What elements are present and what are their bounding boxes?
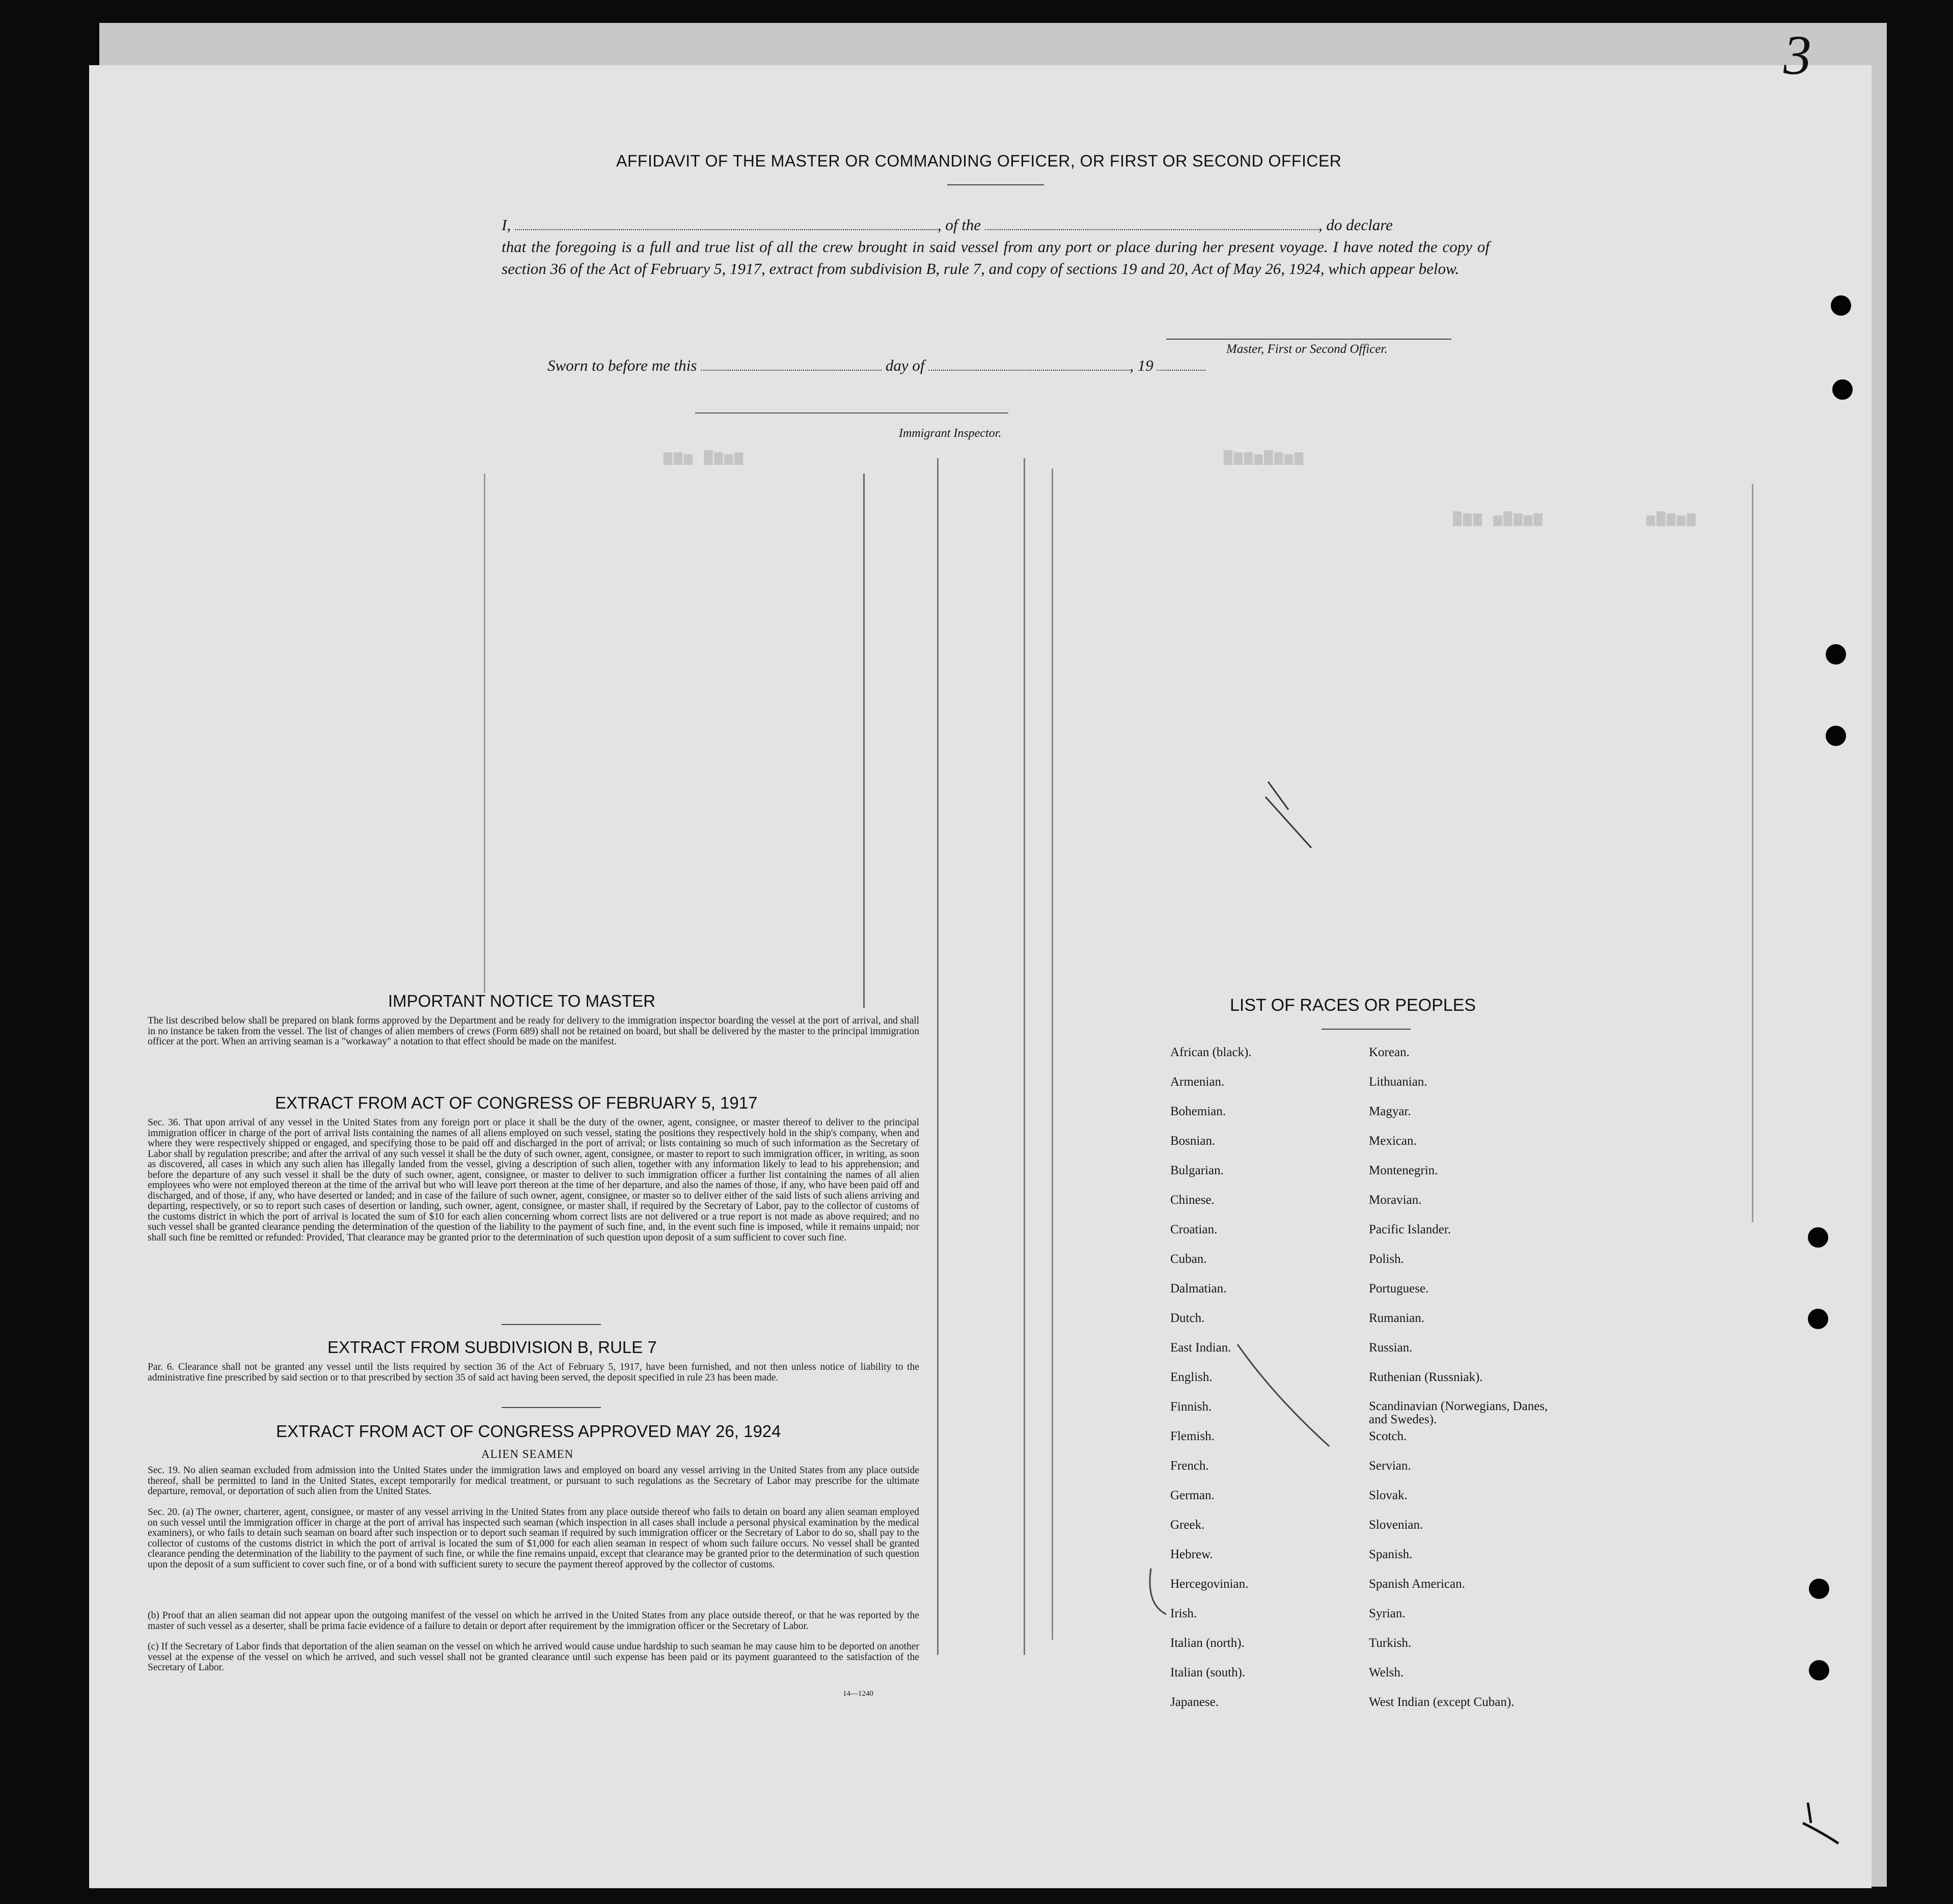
race-item: Chinese. — [1170, 1193, 1215, 1207]
race-item: Greek. — [1170, 1518, 1205, 1532]
race-item: English. — [1170, 1370, 1213, 1384]
race-item: Polish. — [1369, 1252, 1404, 1266]
race-item: French. — [1170, 1459, 1209, 1473]
race-item: Russian. — [1369, 1341, 1413, 1355]
extract-1917-title: EXTRACT FROM ACT OF CONGRESS OF FEBRUARY 5, 1917 — [275, 1093, 758, 1112]
race-item: Magyar. — [1369, 1105, 1411, 1118]
affidavit-text: , of the — [937, 216, 981, 234]
race-item: Syrian. — [1369, 1607, 1406, 1620]
race-item: Rumanian. — [1369, 1311, 1425, 1325]
race-item: Montenegrin. — [1369, 1164, 1438, 1177]
race-item: Finnish. — [1170, 1400, 1212, 1414]
extract-1924-title: EXTRACT FROM ACT OF CONGRESS APPROVED MAY 26, 1924 — [276, 1422, 781, 1441]
race-item: Turkish. — [1369, 1636, 1412, 1650]
bleed-through-text: ▆▅▆▇▅ — [1645, 511, 1696, 527]
alien-seamen-subtitle: ALIEN SEAMEN — [481, 1448, 574, 1460]
pen-stroke — [1803, 1823, 1838, 1843]
sworn-text: day of — [885, 356, 925, 374]
race-item: Spanish American. — [1369, 1577, 1465, 1591]
race-item: Portuguese. — [1369, 1282, 1429, 1295]
race-item: Scotch. — [1369, 1429, 1407, 1443]
race-item: African (black). — [1170, 1045, 1252, 1059]
race-item: Moravian. — [1369, 1193, 1422, 1207]
race-item: Bulgarian. — [1170, 1164, 1224, 1177]
races-title: LIST OF RACES OR PEOPLES — [1230, 996, 1476, 1015]
inspector-caption: Immigrant Inspector. — [899, 427, 1002, 440]
race-item: Croatian. — [1170, 1223, 1218, 1236]
signature-caption: Master, First or Second Officer. — [1226, 342, 1388, 356]
pen-stroke — [1268, 782, 1288, 810]
race-item: Scandinavian (Norwegians, Danes, and Swedes). — [1369, 1399, 1548, 1426]
page-mark: 3 — [1783, 24, 1811, 86]
extract-1924-sec20b: (b) Proof that an alien seaman did not appear upon the outgoing manifest of the vessel on which he arrived in the United States from any place outside thereof, or that he was reported by the master of such vessel as a deserter, shall be prima facie evidence of a failure to detain or deport after requirement by the immigration officer or the Secretary of Labor. — [148, 1610, 919, 1632]
race-item: Pacific Islander. — [1369, 1223, 1451, 1236]
bleed-through-text: ▆▅▆▇ ▅▆▆ — [662, 450, 743, 466]
race-item: Slovenian. — [1369, 1518, 1423, 1532]
race-item: Japanese. — [1170, 1695, 1219, 1709]
race-item: Ruthenian (Russniak). — [1369, 1370, 1483, 1384]
race-item: Hercegovinian. — [1170, 1577, 1249, 1591]
race-item: Mexican. — [1369, 1134, 1417, 1148]
affidavit-title: AFFIDAVIT OF THE MASTER OR COMMANDING OFFICER, OR FIRST OR SECOND OFFICER — [616, 152, 1342, 170]
pen-stroke — [1150, 1568, 1166, 1614]
form-number: 14—1240 — [843, 1690, 873, 1698]
sworn-text: Sworn to before me this — [547, 356, 697, 374]
race-item: Armenian. — [1170, 1075, 1225, 1089]
race-item: Flemish. — [1170, 1429, 1215, 1443]
affidavit-paragraph: that the foregoing is a full and true list of all the crew brought in said vessel from any port or place during her present voyage. I have noted the copy of section 36 of the Act of February 5, 1917, extract from subdivision B, rule 7, and copy of sections 19 and 20, Act of May 26, 1924, which appear below. — [502, 238, 1490, 278]
race-item: East Indian. — [1170, 1341, 1231, 1355]
pen-stroke — [1266, 797, 1311, 848]
race-item: Servian. — [1369, 1459, 1411, 1473]
race-item: German. — [1170, 1488, 1215, 1502]
race-item: Spanish. — [1369, 1548, 1413, 1561]
pen-stroke — [1237, 1344, 1329, 1446]
race-item: Italian (north). — [1170, 1636, 1245, 1650]
race-item: Cuban. — [1170, 1252, 1207, 1266]
bleed-through-text: ▆▅▆▇▅ ▆▆▇ — [1451, 511, 1543, 527]
extract-1917-text: Sec. 36. That upon arrival of any vessel in the United States from any foreign port or place it shall be the duty of the owner, agent, consignee, or master thereof to deliver to the principal immigration officer in charge of the port of arrival lists containing the names of all aliens employed on such vessel, stating the positions they respectively hold in the ship's company, when and where they were respectively shipped or engaged, and specifying those to be paid off and discharged in the port of arrival; or lists containing so much of such information as the Secretary of Labor shall by regulation prescribe; and after the arrival of any such vessel it shall be the duty of such owner, agent, consignee, or master to report to such immigration officer, in writing, as soon as discovered, all cases in which any such alien has illegally landed from the vessel, giving a description of such alien, together with any information likely to lead to his apprehension; and before the departure of any such vessel it shall be the duty of such owner, agent, consignee, or master to deliver to such immigration officer a further list containing the names of all alien employees who were not employed thereon at the time of the arrival but who will leave port thereon at the time of her departure, and also the names of those, if any, who have been paid off and discharged, and of those, if any, who have deserted or landed; and in case of the failure of such owner, agent, consignee, or master so to deliver either of the said lists of such aliens arriving and departing, respectively, or so to report such cases of desertion or landing, such owner, agent, consignee, or master shall, if required by the Secretary of Labor, pay to the collector of customs of the customs district in which the port of arrival is located the sum of $10 for each alien concerning whom correct lists are not delivered or a true report is not made as above required; and no such vessel shall be granted clearance pending the determination of the question of the liability to the payment of such fine, and, in the event such fine is imposed, while it remains unpaid; nor shall such fine be remitted or refunded: Provided, That clearance may be granted prior to the determination of such question upon deposit of a sum sufficient to cover such fine. — [148, 1117, 919, 1243]
extract-rule7-text: Par. 6. Clearance shall not be granted any vessel until the lists required by section 36 of the Act of February 5, 1917, have been furnished, and not then unless notice of liability to the administrative fine prescribed by said section or to that prescribed by section 35 of said act having been served, the deposit specified in rule 23 has been made. — [148, 1362, 919, 1383]
race-item: Bohemian. — [1170, 1105, 1226, 1118]
bleed-through-text: ▆▅▆▇▅▆▆▇ — [1222, 450, 1303, 466]
affidavit-text: I, — [502, 216, 511, 234]
affidavit-text: , do declare — [1318, 216, 1393, 234]
race-item: Dalmatian. — [1170, 1282, 1227, 1295]
extract-1924-sec19: Sec. 19. No alien seaman excluded from admission into the United States under the immigration laws and employed on board any vessel arriving in the United States from any place outside thereof, shall be permitted to land in the United States, except temporarily for medical treatment, or pursuant to such regulations as the Secretary of Labor may prescribe for the ultimate departure, removal, or deportation of such alien from the United States. — [148, 1465, 919, 1497]
race-item: Slovak. — [1369, 1488, 1408, 1502]
race-item: Welsh. — [1369, 1666, 1404, 1679]
race-item: Dutch. — [1170, 1311, 1205, 1325]
pen-stroke — [1808, 1803, 1811, 1823]
race-item: Lithuanian. — [1369, 1075, 1427, 1089]
notice-title: IMPORTANT NOTICE TO MASTER — [388, 991, 656, 1010]
extract-rule7-title: EXTRACT FROM SUBDIVISION B, RULE 7 — [327, 1338, 657, 1357]
race-item: Korean. — [1369, 1045, 1410, 1059]
notice-text: The list described below shall be prepared on blank forms approved by the Department and be ready for delivery to the immigration inspector boarding the vessel at the port of arrival, and shall in no instance be taken from the vessel. The list of changes of alien members of crews (Form 689) shall not be retained on board, but shall be delivered by the master to the principal immigration officer at the port. When an arriving seaman is a "workaway" a notation to that effect should be made on the manifest. — [148, 1015, 919, 1047]
extract-1924-sec20c: (c) If the Secretary of Labor finds that deportation of the alien seaman on the vessel on which he arrived would cause undue hardship to such seaman he may cause him to be deported on another vessel at the expense of the vessel on which he arrived, and such vessel shall not be granted clearance until such expense has been paid or its payment guaranteed to the satisfaction of the Secretary of Labor. — [148, 1641, 919, 1673]
race-item: Bosnian. — [1170, 1134, 1216, 1148]
race-item: Irish. — [1170, 1607, 1197, 1620]
race-item: West Indian (except Cuban). — [1369, 1695, 1515, 1709]
race-item: Hebrew. — [1170, 1548, 1213, 1561]
sworn-text: , 19 — [1130, 356, 1153, 374]
race-item: Italian (south). — [1170, 1666, 1246, 1679]
extract-1924-sec20a: Sec. 20. (a) The owner, charterer, agent, consignee, or master of any vessel arriving in the United States from any place outside thereof who fails to detain on board any alien seaman employed on such vessel until the immigration officer in charge at the port of arrival has inspected such seaman (which inspection in all cases shall include a personal physical examination by the medical examiners), or who fails to detain such seaman on board after such inspection or to deport such seaman if required by such immigration officer or the Secretary of Labor to do so, shall pay to the collector of customs of the customs district in which the port of arrival is located the sum of $1,000 for each alien seaman in respect of whom such failure occurs. No vessel shall be granted clearance pending the determination of the liability to the payment of such fine, or while the fine remains unpaid, except that clearance may be granted prior to the determination of such question upon the deposit of a sum sufficient to cover such fine, or of a bond with sufficient surety to secure the payment thereof approved by the collector of customs. — [148, 1507, 919, 1570]
